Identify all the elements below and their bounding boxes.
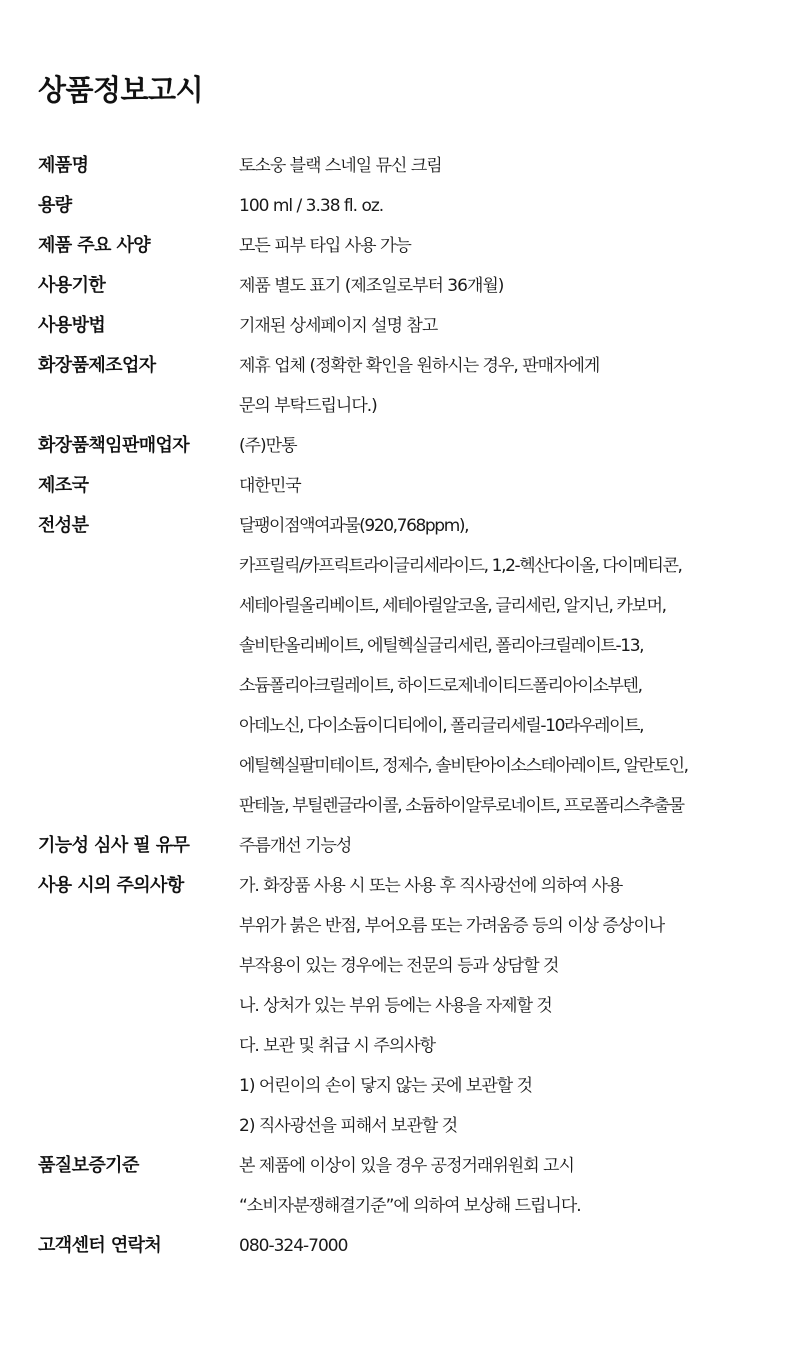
row-label: 사용방법 <box>38 315 106 336</box>
info-row-functional-review <box>38 826 778 866</box>
value-line: 제품 별도 표기 (제조일로부터 36개월) <box>239 276 504 296</box>
row-label: 기능성 심사 필 유무 <box>38 835 190 856</box>
row-value <box>239 226 778 266</box>
value-line: 본 제품에 이상이 있을 경우 공정거래위원회 고시 <box>239 1156 574 1176</box>
value-line: 모든 피부 타입 사용 가능 <box>239 236 411 256</box>
row-value <box>239 186 778 226</box>
value-line: 제휴 업체 (정확한 확인을 원하시는 경우, 판매자에게 <box>239 356 600 376</box>
row-label: 사용기한 <box>38 275 106 296</box>
info-row-precautions <box>38 866 778 1146</box>
info-row-volume <box>38 186 778 226</box>
row-value <box>239 1146 778 1226</box>
row-value <box>239 346 778 426</box>
value-line: 솔비탄올리베이트, 에틸헥실글리세린, 폴리아크릴레이트-13, <box>239 636 644 656</box>
info-row-ingredients <box>38 506 778 826</box>
info-row-customer-center <box>38 1226 778 1266</box>
row-label: 화장품책임판매업자 <box>38 435 190 456</box>
customer-center-phone: 080-324-7000 <box>239 1236 348 1256</box>
info-row-product-name <box>38 146 778 186</box>
info-row-quality-guarantee <box>38 1146 778 1226</box>
value-line: 대한민국 <box>239 476 301 496</box>
row-label: 고객센터 연락처 <box>38 1235 162 1256</box>
row-label: 사용 시의 주의사항 <box>38 875 184 896</box>
row-label: 품질보증기준 <box>38 1155 139 1176</box>
value-line: 주름개선 기능성 <box>239 836 352 856</box>
value-line: 1) 어린이의 손이 닿지 않는 곳에 보관할 것 <box>239 1076 533 1096</box>
row-value <box>239 266 778 306</box>
value-line: 부작용이 있는 경우에는 전문의 등과 상담할 것 <box>239 956 559 976</box>
info-row-usage <box>38 306 778 346</box>
row-value <box>239 466 778 506</box>
info-table <box>38 146 778 1266</box>
value-line: 다. 보관 및 취급 시 주의사항 <box>239 1036 436 1056</box>
value-line: 100 ml / 3.38 fl. oz. <box>239 196 384 216</box>
value-line: 기재된 상세페이지 설명 참고 <box>239 316 438 336</box>
row-value <box>239 826 778 866</box>
info-row-manufacturer <box>38 346 778 426</box>
info-row-main-spec <box>38 226 778 266</box>
info-row-country <box>38 466 778 506</box>
value-line: 아데노신, 다이소듐이디티에이, 폴리글리세릴-10라우레이트, <box>239 716 644 736</box>
row-value <box>239 506 778 826</box>
row-label: 전성분 <box>38 515 89 536</box>
row-label: 제품명 <box>38 155 89 176</box>
row-value <box>239 146 778 186</box>
value-line: “소비자분쟁해결기준”에 의하여 보상해 드립니다. <box>239 1196 581 1216</box>
row-label: 용량 <box>38 195 72 216</box>
value-line: 세테아릴올리베이트, 세테아릴알코올, 글리세린, 알지닌, 카보머, <box>239 596 666 616</box>
value-line: 토소웅 블랙 스네일 뮤신 크림 <box>239 156 442 176</box>
value-line: 부위가 붉은 반점, 부어오름 또는 가려움증 등의 이상 증상이나 <box>239 916 665 936</box>
page-title: 상품정보고시 <box>38 73 204 107</box>
row-value <box>239 306 778 346</box>
row-value <box>239 426 778 466</box>
row-label: 제품 주요 사양 <box>38 235 151 256</box>
value-line: 달팽이점액여과물(920,768ppm), <box>239 516 469 536</box>
value-line: 카프릴릭/카프릭트라이글리세라이드, 1,2-헥산다이올, 다이메티콘, <box>239 556 682 576</box>
value-line: (주)만통 <box>239 436 297 456</box>
value-line: 문의 부탁드립니다.) <box>239 396 377 416</box>
value-line: 2) 직사광선을 피해서 보관할 것 <box>239 1116 458 1136</box>
info-row-expiry <box>38 266 778 306</box>
value-line: 에틸헥실팔미테이트, 정제수, 솔비탄아이소스테아레이트, 알란토인, <box>239 756 688 776</box>
row-label: 화장품제조업자 <box>38 355 156 376</box>
row-label: 제조국 <box>38 475 89 496</box>
info-row-responsible-seller <box>38 426 778 466</box>
value-line: 가. 화장품 사용 시 또는 사용 후 직사광선에 의하여 사용 <box>239 876 623 896</box>
row-value <box>239 1226 778 1266</box>
value-line: 소듐폴리아크릴레이트, 하이드로제네이티드폴리아이소부텐, <box>239 676 642 696</box>
row-value <box>239 866 778 1146</box>
value-line: 판테놀, 부틸렌글라이콜, 소듐하이알루로네이트, 프로폴리스추출물 <box>239 796 684 816</box>
value-line: 나. 상처가 있는 부위 등에는 사용을 자제할 것 <box>239 996 552 1016</box>
